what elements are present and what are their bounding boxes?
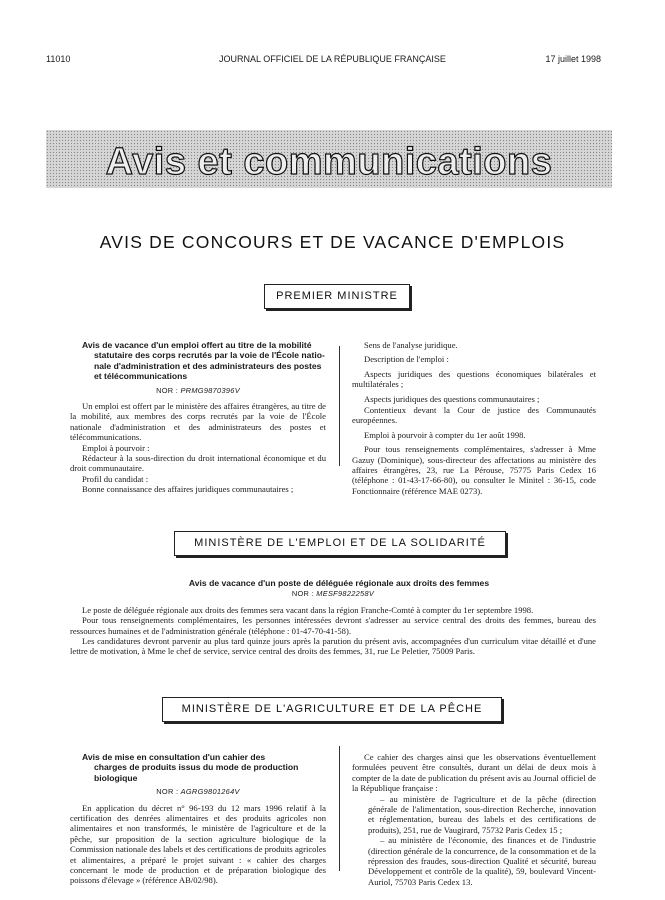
paragraph: Description de l'emploi : [364, 354, 449, 365]
paragraph: Rédacteur à la sous-direction du droit international économique et du droit communautaire. [70, 453, 326, 474]
paragraph: Ce cahier des charges ainsi que les observations éventuellement formulées peuvent être consultés, durant un délai de deux mois à compter de la date de publication du présent avis au Journal officiel de la République française : [352, 752, 596, 794]
paragraph: Le poste de déléguée régionale aux droits des femmes sera vacant dans la région Franche-Comté à compter du 1er septembre 1998. [82, 604, 534, 615]
paragraph: Emploi à pourvoir : [82, 442, 150, 453]
notice-1-title-line: Avis de vacance d'un emploi offert au titre de la mobilité [82, 340, 312, 350]
paragraph: Les candidatures devront parvenir au plus tard quinze jours après la parution du présent avis, accompagnées d'un curriculum vitae détaillé et d'une lettre de motivation, à Mme le chef de service, service central des droits des femmes, 31, rue Le Peletier, 75009 Paris. [70, 636, 596, 657]
paragraph: Contentieux devant la Cour de justice des Communautés européennes. [352, 405, 596, 426]
paragraph: Emploi à pourvoir à compter du 1er août 1998. [364, 429, 526, 440]
notice-2-nor: NOR : MESF9822258V [291, 589, 375, 599]
page-number: 11010 [46, 54, 71, 64]
notice-3-right-column [352, 752, 596, 887]
banner-title: Avis et communications [105, 141, 553, 183]
notice-3-nor: NOR : AGRG9801264V [156, 787, 240, 797]
notice-1-right-column [352, 340, 596, 496]
paragraph: Aspects juridiques des questions communautaires ; [364, 393, 540, 404]
notice-1-title-line: statutaire des corps recrutés par la voie de l'École natio- [94, 350, 325, 361]
column-divider [339, 746, 340, 871]
main-heading: AVIS DE CONCOURS ET DE VACANCE D'EMPLOIS [99, 232, 566, 252]
notice-1-title-line: et télécommunications [94, 371, 188, 382]
nor-code: MESF9822258V [316, 589, 375, 599]
notice-2 [70, 578, 596, 657]
notice-1-title-line: nale d'administration et des administrateurs des postes [94, 360, 322, 371]
paragraph: En application du décret n° 96-193 du 12 mars 1996 relatif à la certification des denrées alimentaires et des produits agricoles non alimentaires et non transformés, le ministère de l'agriculture et de la pêche, sur proposition de la section agriculture biologique de la Commission nationale des labels et des certifications de produits agricoles et alimentaires, a préparé le projet suivant : « cahier des charges concernant le mode de production et de préparation biologique des poissons d'élevage » (référence AB/02/98). [70, 802, 326, 886]
column-divider [339, 346, 340, 466]
journal-title: JOURNAL OFFICIEL DE LA RÉPUBLIQUE FRANÇAISE [219, 54, 446, 64]
notice-1-left-column [70, 340, 326, 495]
notice-2-title: Avis de vacance d'un poste de déléguée régionale aux droits des femmes [188, 578, 490, 588]
notice-1-nor: NOR : PRMG9870396V [156, 385, 240, 395]
nor-code: AGRG9801264V [180, 787, 240, 797]
list-item: – au ministère de l'économie, des finances et de l'industrie (direction générale de la concurrence, de la consommation et de la répression des fraudes, sous-direction Qualité et sécurité, bureau Développement et contrôle de la qualité), 59, boulevard Vincent-Auriol, 75703 Paris Cedex 13. [368, 835, 596, 887]
notice-3-left-column [70, 752, 326, 886]
issue-date: 17 juillet 1998 [545, 54, 601, 64]
ministry-box-agriculture-peche: MINISTÈRE DE L'AGRICULTURE ET DE LA PÊCHE [162, 697, 502, 722]
paragraph: Profil du candidat : [82, 473, 149, 484]
notice-3-title-line: biologique [94, 772, 138, 783]
paragraph: Pour tous renseignements complémentaires, les personnes intéressées devront s'adresser au service central des droits des femmes, bureau des ressources humaines et de l'administration générale (téléphone : 01-47-70-41-58). [70, 615, 596, 636]
notice-3-title-line: Avis de mise en consultation d'un cahier des [82, 752, 266, 762]
paragraph: Un emploi est offert par le ministère des affaires étrangères, au titre de la mobilité, aux membres des corps recrutés par la voie de l'École nationale d'administration et des administrateurs des postes et télécommunications. [70, 401, 326, 443]
notice-3-title-line: charges de produits issus du mode de production [94, 762, 299, 773]
ministry-box-emploi-solidarite: MINISTÈRE DE L'EMPLOI ET DE LA SOLIDARITÉ [174, 531, 506, 556]
section-banner [46, 130, 612, 188]
paragraph: Pour tous renseignements complémentaires, s'adresser à Mme Gazuy (Dominique), sous-directeur des affectations au ministère des affaires étrangères, 23, rue La Pérouse, 75775 Paris Cedex 16 (téléphone : 01-43-17-66-80), ou consulter le Minitel : 36-15, code Fonctionnaire (référence MAE 0273). [352, 444, 596, 496]
nor-code: PRMG9870396V [180, 385, 240, 395]
ministry-box-premier-ministre: PREMIER MINISTRE [264, 284, 410, 309]
paragraph: Bonne connaissance des affaires juridiques communautaires ; [82, 484, 294, 495]
paragraph: Sens de l'analyse juridique. [364, 340, 458, 350]
paragraph: Aspects juridiques des questions économiques bilatérales et multilatérales ; [352, 368, 596, 390]
list-item: – au ministère de l'agriculture et de la pêche (direction générale de l'alimentation, sous-direction Recherche, innovation et réglementation, bureau des labels et des certifications de produits), 251, rue de Vaugirard, 75732 Paris Cedex 15 ; [368, 793, 596, 835]
